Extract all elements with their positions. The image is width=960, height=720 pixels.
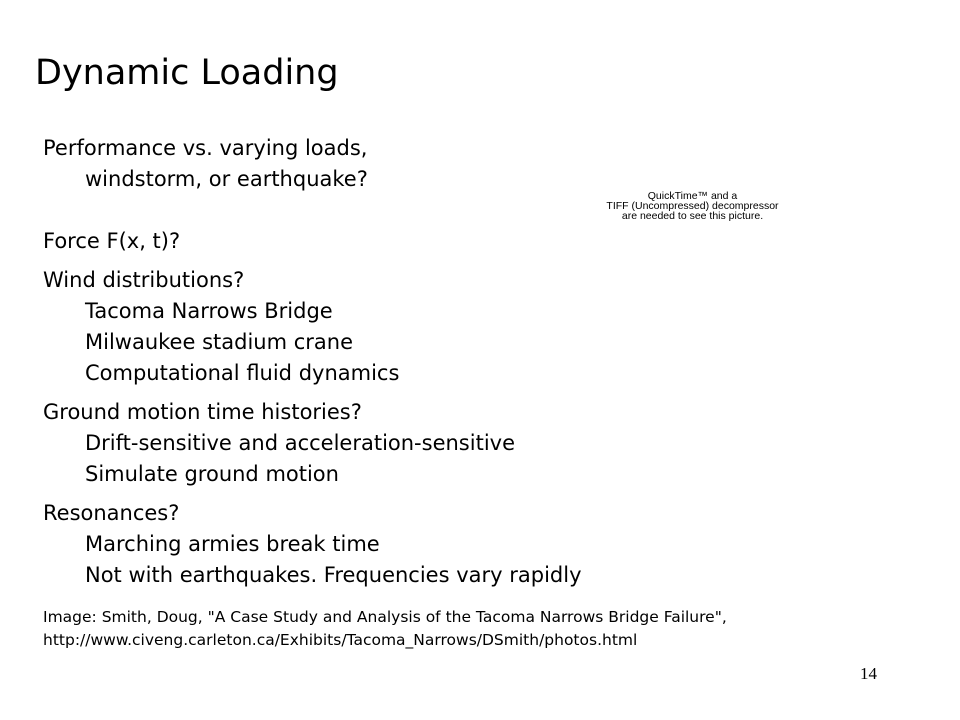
paragraph-resonances — [43, 498, 582, 591]
slide-body — [43, 133, 582, 591]
paragraph-ground-motion — [43, 397, 582, 490]
credit-citation: Image: Smith, Doug, "A Case Study and Analysis of the Tacoma Narrows Bridge Failure", — [43, 608, 727, 626]
wind-heading: Wind distributions? — [43, 268, 245, 292]
placeholder-line: are needed to see this picture. — [621, 210, 764, 222]
page-number: 14 — [860, 664, 877, 683]
performance-line: Performance vs. varying loads, — [43, 136, 368, 160]
paragraph-force — [43, 226, 582, 257]
wind-item: Tacoma Narrows Bridge — [85, 299, 333, 323]
paragraph-performance — [43, 133, 582, 195]
wind-item: Computational fluid dynamics — [85, 361, 400, 385]
wind-item: Milwaukee stadium crane — [85, 330, 353, 354]
resonances-item: Not with earthquakes. Frequencies vary rapidly — [85, 563, 582, 587]
credit-url: http://www.civeng.carleton.ca/Exhibits/Tacoma_Narrows/DSmith/photos.html — [43, 631, 638, 649]
force-line: Force F(x, t)? — [43, 229, 181, 253]
placeholder-line: QuickTime™ and a — [647, 190, 738, 202]
slide-title: Dynamic Loading — [35, 53, 339, 93]
ground-motion-item: Simulate ground motion — [85, 462, 339, 486]
paragraph-wind — [43, 265, 582, 389]
image-credit — [43, 606, 727, 652]
placeholder-line: TIFF (Uncompressed) decompressor — [606, 200, 779, 212]
resonances-heading: Resonances? — [43, 501, 180, 525]
ground-motion-heading: Ground motion time histories? — [43, 400, 362, 424]
performance-subline: windstorm, or earthquake? — [85, 167, 368, 191]
quicktime-image-placeholder — [600, 191, 785, 221]
ground-motion-item: Drift-sensitive and acceleration-sensitive — [85, 431, 515, 455]
resonances-item: Marching armies break time — [85, 532, 380, 556]
